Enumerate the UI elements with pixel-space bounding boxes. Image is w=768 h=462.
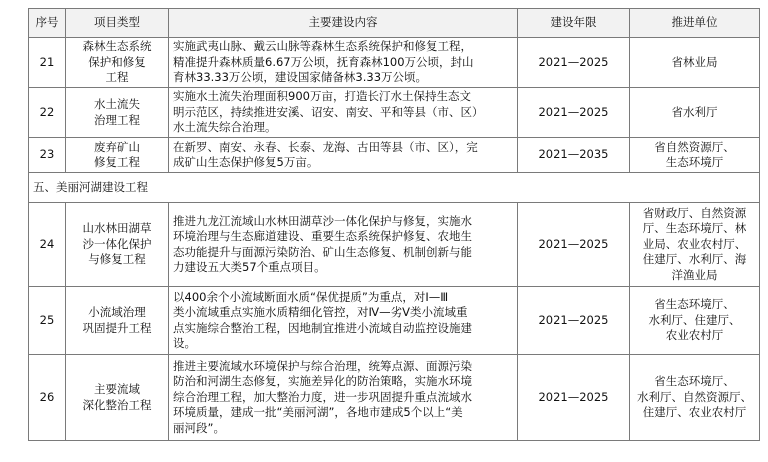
content-line: 环境治理与生态廊道建设、重要生态系统保护修复、农地生 [173, 229, 472, 243]
table-row [29, 355, 760, 441]
type-line: 山水林田湖草 [82, 221, 152, 236]
table-row [29, 38, 760, 88]
type-line: 修复工程 [94, 155, 140, 169]
row-construction-years: 2021—2025 [518, 287, 630, 355]
unit-line: 省自然资源厅、 [654, 139, 735, 154]
row-main-content [169, 287, 518, 355]
row-project-type [66, 138, 169, 173]
content-line: 水土流失综合治理。 [173, 120, 277, 135]
type-line: 深化整治工程 [82, 397, 152, 412]
table-header-row [29, 9, 760, 38]
content-line: 以400余个小流域断面水质“保优提质”为重点，对Ⅰ—Ⅲ [173, 289, 449, 304]
content-line: 类小流域重点实施水质精细化管控，对Ⅳ—劣Ⅴ类小流域重 [173, 305, 468, 319]
type-line: 森林生态系统 [82, 39, 152, 54]
type-line: 水土流失 [94, 97, 140, 111]
header-promoting-units: 推进单位 [630, 9, 760, 38]
row-project-type [66, 287, 169, 355]
row-seq: 25 [29, 287, 66, 355]
content-line: 力建设五大类57个重点项目。 [173, 260, 326, 274]
row-promoting-units [630, 38, 760, 88]
content-line: 点实施综合整治工程，因地制宜推进小流域自动监控设施建 [173, 320, 472, 335]
type-line: 主要流域 [94, 382, 140, 396]
row-promoting-units [630, 203, 760, 287]
unit-line: 住建厅、水利厅、海 [642, 252, 747, 267]
section-title: 五、美丽河湖建设工程 [29, 173, 760, 203]
content-line: 在新罗、南安、永春、长泰、龙海、古田等县（市、区），完 [173, 139, 478, 154]
project-table [28, 8, 760, 441]
unit-line: 省林业局 [671, 54, 718, 69]
unit-line: 水利厅、住建厅、 [648, 312, 741, 327]
table-row [29, 287, 760, 355]
unit-line: 业局、农业农村厅、 [642, 236, 747, 251]
table-row [29, 88, 760, 138]
content-line: 精准提升森林质量6.67万公顷，抚育森林100万公顷，封山 [173, 54, 474, 69]
row-main-content [169, 355, 518, 441]
row-main-content [169, 38, 518, 88]
content-line: 育林33.33万公顷，建设国家储备林3.33万公顷。 [173, 70, 428, 85]
type-line: 与修复工程 [88, 252, 146, 267]
row-promoting-units [630, 287, 760, 355]
content-line: 成矿山生态保护修复5万亩。 [173, 155, 319, 169]
unit-line: 农业农村厅 [665, 328, 724, 343]
row-seq: 26 [29, 355, 66, 441]
unit-line: 省水利厅 [671, 104, 718, 119]
content-line: 设。 [173, 336, 196, 350]
row-construction-years: 2021—2025 [518, 203, 630, 287]
row-seq: 24 [29, 203, 66, 287]
content-line: 态功能提升与面源污染防治、矿山生态修复、机制创新与能 [173, 244, 472, 259]
content-line: 实施武夷山脉、戴云山脉等森林生态系统保护和修复工程， [173, 39, 472, 54]
section-row [29, 173, 760, 203]
type-line: 工程 [105, 70, 129, 85]
header-main-content: 主要建设内容 [169, 9, 518, 38]
row-project-type [66, 203, 169, 287]
row-promoting-units [630, 138, 760, 173]
content-line: 实施水土流失治理面积900万亩，打造长汀水土保持生态文 [173, 89, 471, 104]
type-line: 治理工程 [94, 112, 140, 127]
content-line: 明示范区，持续推进安溪、诏安、南安、平和等县（市、区） [173, 104, 484, 119]
unit-line: 省财政厅、自然资源 [642, 205, 747, 220]
row-main-content [169, 138, 518, 173]
header-seq: 序号 [29, 9, 66, 38]
row-promoting-units [630, 355, 760, 441]
unit-line: 生态环境厅 [665, 155, 724, 169]
row-main-content [169, 88, 518, 138]
row-construction-years: 2021—2035 [518, 138, 630, 173]
type-line: 保护和修复 [88, 54, 146, 69]
row-construction-years: 2021—2025 [518, 88, 630, 138]
type-line: 小流域治理 [88, 305, 146, 319]
table-row [29, 138, 760, 173]
type-line: 废弃矿山 [94, 139, 140, 154]
row-construction-years: 2021—2025 [518, 355, 630, 441]
type-line: 沙一体化保护 [82, 236, 152, 251]
type-line: 巩固提升工程 [82, 320, 152, 335]
row-construction-years: 2021—2025 [518, 38, 630, 88]
row-seq: 22 [29, 88, 66, 138]
content-line: 推进主要流域水环境保护与综合治理，统筹点源、面源污染 [173, 358, 472, 373]
unit-line: 住建厅、农业农村厅 [642, 405, 747, 420]
content-line: 防治和河湖生态修复，实施差异化的防治策略，实施水环境 [173, 374, 472, 389]
row-main-content [169, 203, 518, 287]
content-line: 丽河段”。 [173, 420, 225, 435]
unit-line: 省生态环境厅、 [654, 374, 735, 389]
header-project-type: 项目类型 [66, 9, 169, 38]
unit-line: 省生态环境厅、 [654, 297, 735, 312]
row-project-type [66, 88, 169, 138]
content-line: 推进九龙江流域山水林田湖草沙一体化保护与修复，实施水 [173, 213, 472, 228]
unit-line: 水利厅、自然资源厅、 [637, 389, 752, 404]
row-seq: 23 [29, 138, 66, 173]
row-promoting-units [630, 88, 760, 138]
content-line: 环境质量，建成一批“美丽河湖”，各地市建成5个以上“美 [173, 405, 463, 420]
row-project-type [66, 38, 169, 88]
header-construction-years: 建设年限 [518, 9, 630, 38]
project-table-wrapper [28, 8, 759, 441]
content-line: 综合治理工程，加大整治力度，进一步巩固提升重点流域水 [173, 389, 472, 404]
row-seq: 21 [29, 38, 66, 88]
unit-line: 洋渔业局 [671, 267, 718, 282]
row-project-type [66, 355, 169, 441]
table-row [29, 203, 760, 287]
unit-line: 厅、生态环境厅、林 [642, 221, 747, 236]
